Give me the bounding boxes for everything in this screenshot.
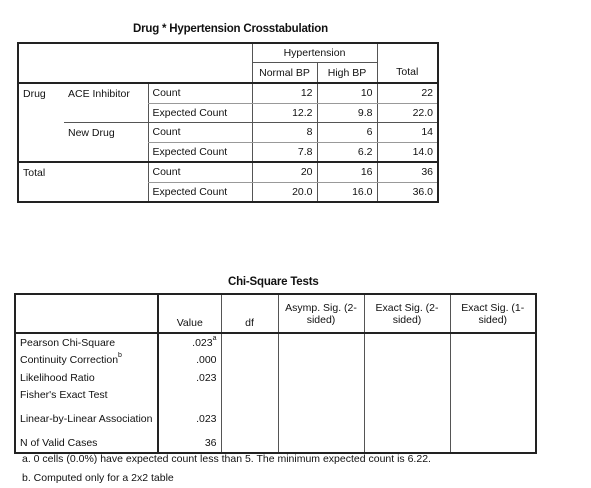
cell: 6	[317, 123, 377, 143]
crosstab-table	[17, 42, 439, 203]
test-value: 36	[158, 434, 221, 453]
cell: 9.8	[317, 103, 377, 123]
test-label: Likelihood Ratio	[15, 369, 158, 387]
test-value: .023	[158, 404, 221, 434]
column-header: Value	[158, 294, 221, 333]
test-value: .000	[158, 352, 221, 370]
total-row-label: Total	[18, 162, 148, 182]
column-header: Exact Sig. (2-sided)	[364, 294, 450, 333]
cell: 16	[317, 162, 377, 182]
footnote-a: a. 0 cells (0.0%) have expected count less than 5. The minimum expected count is 6.22.	[22, 453, 431, 465]
cell: 14	[377, 123, 438, 143]
cell: 12.2	[252, 103, 317, 123]
stat-label: Expected Count	[148, 182, 252, 202]
test-label: N of Valid Cases	[15, 434, 158, 453]
test-label: Pearson Chi-Square	[15, 333, 158, 352]
chisq-title: Chi-Square Tests	[228, 276, 319, 288]
cell: 8	[252, 123, 317, 143]
cell: 20	[252, 162, 317, 182]
stat-label: Expected Count	[148, 142, 252, 162]
cell: 12	[252, 83, 317, 103]
chisq-table	[14, 293, 537, 454]
test-value: .023$^a$	[158, 333, 221, 352]
group-label: ACE Inhibitor	[68, 87, 130, 100]
column-group-header: Hypertension	[252, 43, 377, 63]
cell: 10	[317, 83, 377, 103]
cell: 7.8	[252, 142, 317, 162]
column-header: High BP	[317, 63, 377, 84]
stat-label: Expected Count	[148, 103, 252, 123]
footnote-b: b. Computed only for a 2x2 table	[22, 472, 174, 484]
test-value	[158, 387, 221, 405]
cell: 16.0	[317, 182, 377, 202]
group-label: New Drug	[68, 126, 115, 139]
cell: 36	[377, 162, 438, 182]
crosstab-title: Drug * Hypertension Crosstabulation	[133, 23, 328, 35]
cell: 22.0	[377, 103, 438, 123]
column-header: Normal BP	[252, 63, 317, 84]
column-header: Asymp. Sig. (2-sided)	[278, 294, 364, 333]
test-label: Fisher's Exact Test	[15, 387, 158, 405]
stat-label: Count	[148, 123, 252, 143]
cell: 20.0	[252, 182, 317, 202]
column-header: df	[221, 294, 278, 333]
stat-label: Count	[148, 162, 252, 182]
cell: 6.2	[317, 142, 377, 162]
test-label: Continuity Correction$^b$	[15, 352, 158, 370]
cell: 22	[377, 83, 438, 103]
stat-label: Count	[148, 83, 252, 103]
column-header: Exact Sig. (1-sided)	[450, 294, 536, 333]
total-column-header: Total	[377, 63, 438, 84]
cell: 14.0	[377, 142, 438, 162]
test-label: Linear-by-Linear Association	[15, 404, 158, 434]
test-value: .023	[158, 369, 221, 387]
cell: 36.0	[377, 182, 438, 202]
row-variable-label: Drug	[18, 83, 64, 103]
